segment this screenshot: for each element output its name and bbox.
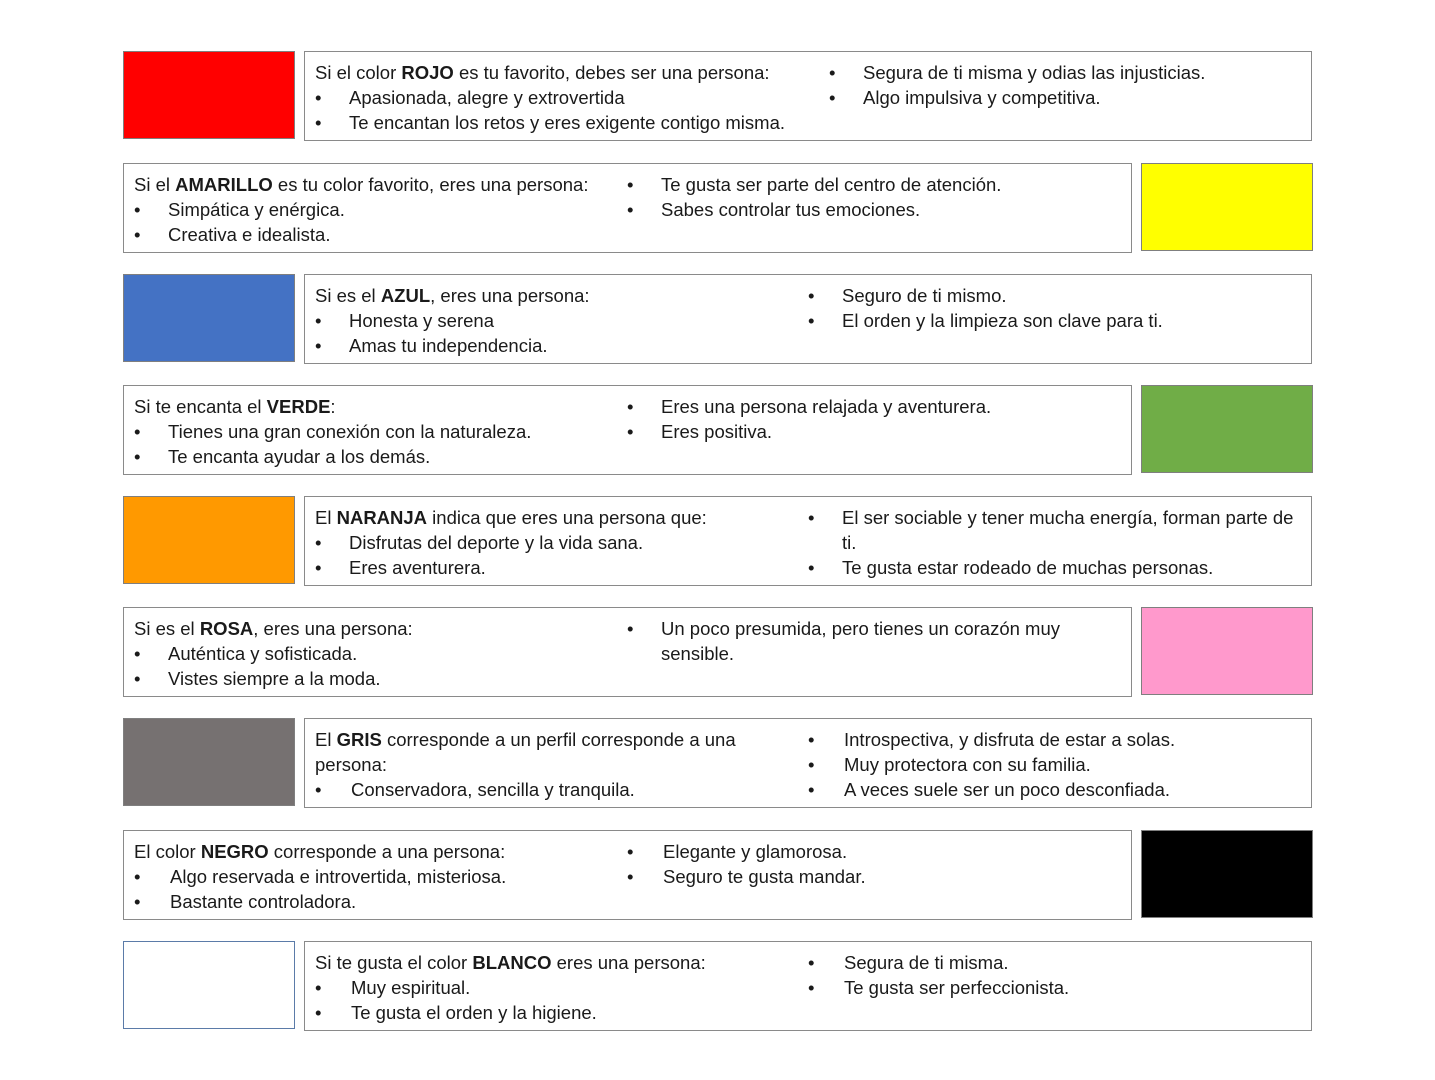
trait-list-left [134, 864, 506, 914]
list-item: • Simpática y enérgica. [134, 197, 588, 222]
list-item: • Te gusta el orden y la higiene. [315, 1000, 706, 1025]
right-column [627, 394, 991, 444]
list-item: • Honesta y serena [315, 308, 590, 333]
list-item: • Muy protectora con su familia. [808, 752, 1175, 777]
description-box-amarillo [123, 163, 1132, 253]
right-column [808, 950, 1069, 1000]
description-box-blanco [304, 941, 1312, 1031]
color-swatch-rosa [1141, 607, 1313, 695]
trait-list-right [627, 172, 1001, 222]
color-row-verde [123, 385, 1312, 475]
color-keyword: NARANJA [336, 507, 428, 528]
list-item: • Bastante controladora. [134, 889, 506, 914]
trait-list-left [315, 777, 765, 802]
intro-text: Si el AMARILLO es tu color favorito, eres una persona: [134, 174, 589, 195]
trait-list-right [627, 839, 866, 889]
list-item: • Eres una persona relajada y aventurera. [627, 394, 991, 419]
list-item: • El orden y la limpieza son clave para ti. [808, 308, 1163, 333]
list-item: • Elegante y glamorosa. [627, 839, 866, 864]
color-row-rosa [123, 607, 1312, 697]
color-swatch-naranja [123, 496, 295, 584]
color-swatch-blanco [123, 941, 295, 1029]
trait-list-left [315, 975, 706, 1025]
left-column [134, 172, 588, 247]
list-item: • Amas tu independencia. [315, 333, 590, 358]
trait-list-right [808, 950, 1069, 1000]
right-column [808, 283, 1163, 333]
description-box-azul [304, 274, 1312, 364]
color-keyword: AZUL [380, 285, 431, 306]
description-box-gris [304, 718, 1312, 808]
list-item: • Algo impulsiva y competitiva. [829, 85, 1205, 110]
intro-text: Si te encanta el VERDE: [134, 396, 336, 417]
trait-list-right [808, 283, 1163, 333]
color-keyword: VERDE [266, 396, 331, 417]
color-row-naranja [123, 496, 1312, 586]
list-item: • A veces suele ser un poco desconfiada. [808, 777, 1175, 802]
description-box-rosa [123, 607, 1132, 697]
list-item: • Vistes siempre a la moda. [134, 666, 413, 691]
list-item: • Seguro de ti mismo. [808, 283, 1163, 308]
list-item: • Disfrutas del deporte y la vida sana. [315, 530, 707, 555]
color-keyword: GRIS [336, 729, 382, 750]
color-row-azul [123, 274, 1312, 364]
trait-list-left [315, 308, 590, 358]
color-swatch-verde [1141, 385, 1313, 473]
intro-text: El color NEGRO corresponde a una persona: [134, 841, 506, 862]
list-item: • Creativa e idealista. [134, 222, 588, 247]
trait-list-right [627, 616, 1087, 666]
intro-text: Si es el AZUL, eres una persona: [315, 285, 590, 306]
list-item: • Te gusta estar rodeado de muchas personas. [808, 555, 1298, 580]
color-swatch-rojo [123, 51, 295, 139]
list-item: • Te encanta ayudar a los demás. [134, 444, 531, 469]
list-item: • Segura de ti misma y odias las injusticias. [829, 60, 1205, 85]
intro-text: Si el color ROJO es tu favorito, debes ser una persona: [315, 62, 770, 83]
color-row-rojo [123, 51, 1312, 141]
description-box-negro [123, 830, 1132, 920]
left-column [315, 283, 590, 358]
trait-list-right [808, 505, 1298, 580]
color-row-amarillo [123, 163, 1312, 253]
color-row-negro [123, 830, 1312, 920]
list-item: • Tienes una gran conexión con la naturaleza. [134, 419, 531, 444]
left-column [134, 394, 531, 469]
color-swatch-gris [123, 718, 295, 806]
trait-list-left [315, 85, 785, 135]
left-column [134, 616, 413, 691]
description-box-verde [123, 385, 1132, 475]
trait-list-right [808, 727, 1175, 802]
list-item: • Segura de ti misma. [808, 950, 1069, 975]
left-column [134, 839, 506, 914]
color-row-gris [123, 718, 1312, 808]
intro-text: Si es el ROSA, eres una persona: [134, 618, 413, 639]
intro-text: El NARANJA indica que eres una persona que: [315, 507, 707, 528]
list-item: • Eres positiva. [627, 419, 991, 444]
color-swatch-negro [1141, 830, 1313, 918]
description-box-naranja [304, 496, 1312, 586]
color-keyword: BLANCO [472, 952, 552, 973]
intro-text: El GRIS corresponde a un perfil corresponde a una persona: [315, 729, 736, 775]
right-column [627, 172, 1001, 222]
list-item: • Seguro te gusta mandar. [627, 864, 866, 889]
color-swatch-amarillo [1141, 163, 1313, 251]
list-item: • Algo reservada e introvertida, misteriosa. [134, 864, 506, 889]
right-column [627, 616, 1087, 666]
trait-list-left [134, 641, 413, 691]
left-column [315, 727, 765, 802]
list-item: • Te encantan los retos y eres exigente contigo misma. [315, 110, 785, 135]
right-column [808, 505, 1298, 580]
list-item: • Eres aventurera. [315, 555, 707, 580]
list-item: • Un poco presumida, pero tienes un corazón muy sensible. [627, 616, 1087, 666]
list-item: • Te gusta ser perfeccionista. [808, 975, 1069, 1000]
color-keyword: AMARILLO [175, 174, 273, 195]
right-column [829, 60, 1205, 110]
description-box-rojo [304, 51, 1312, 141]
color-swatch-azul [123, 274, 295, 362]
right-column [808, 727, 1175, 802]
list-item: • Sabes controlar tus emociones. [627, 197, 1001, 222]
color-keyword: NEGRO [200, 841, 269, 862]
intro-text: Si te gusta el color BLANCO eres una persona: [315, 952, 706, 973]
list-item: • Introspectiva, y disfruta de estar a solas. [808, 727, 1175, 752]
list-item: • Apasionada, alegre y extrovertida [315, 85, 785, 110]
trait-list-left [134, 419, 531, 469]
left-column [315, 505, 707, 580]
color-keyword: ROJO [401, 62, 454, 83]
list-item: • El ser sociable y tener mucha energía, forman parte de ti. [808, 505, 1298, 555]
trait-list-left [315, 530, 707, 580]
list-item: • Muy espiritual. [315, 975, 706, 1000]
left-column [315, 950, 706, 1025]
trait-list-right [829, 60, 1205, 110]
trait-list-right [627, 394, 991, 444]
list-item: • Auténtica y sofisticada. [134, 641, 413, 666]
color-keyword: ROSA [199, 618, 254, 639]
color-row-blanco [123, 941, 1312, 1031]
list-item: • Te gusta ser parte del centro de atención. [627, 172, 1001, 197]
right-column [627, 839, 866, 889]
trait-list-left [134, 197, 588, 247]
left-column [315, 60, 785, 135]
list-item: • Conservadora, sencilla y tranquila. [315, 777, 765, 802]
